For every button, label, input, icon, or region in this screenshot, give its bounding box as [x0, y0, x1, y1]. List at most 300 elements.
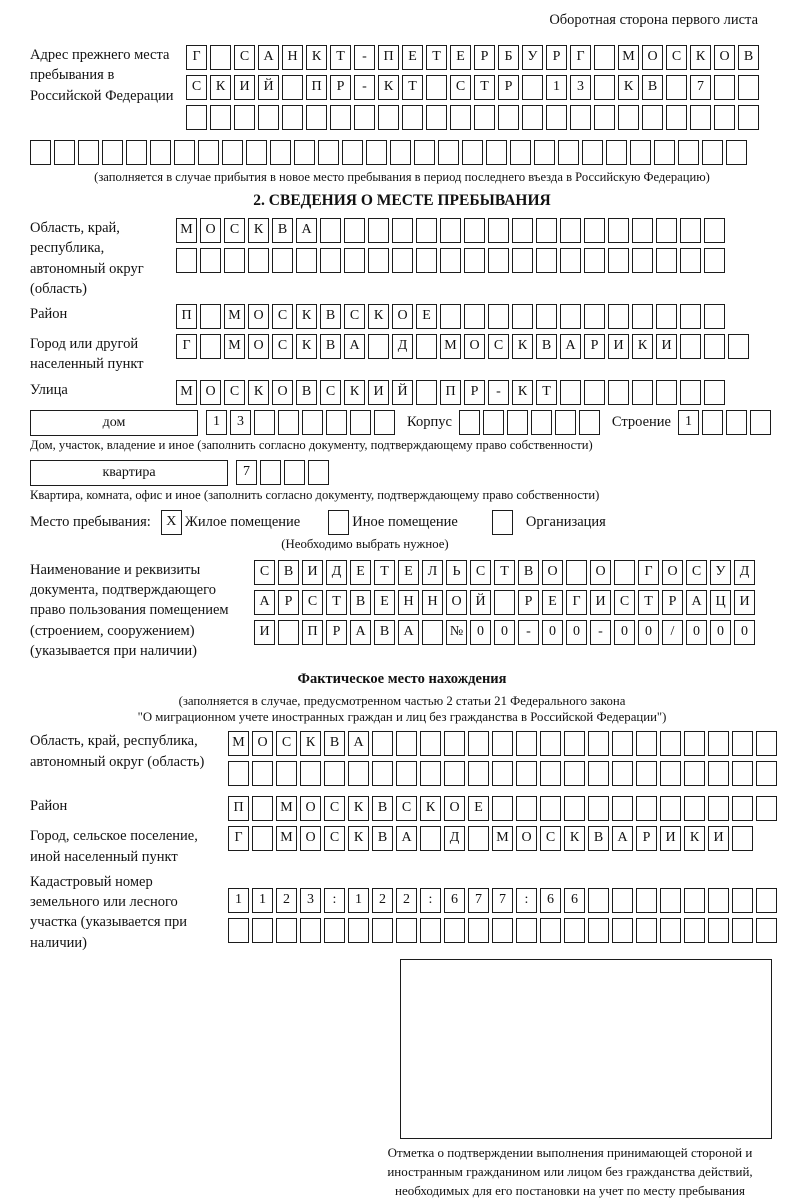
char-cell[interactable]: М	[224, 334, 245, 359]
char-cell[interactable]: С	[302, 590, 323, 615]
char-cell[interactable]: С	[450, 75, 471, 100]
char-cell[interactable]: -	[488, 380, 509, 405]
char-cell[interactable]: В	[588, 826, 609, 851]
char-cell[interactable]	[368, 334, 389, 359]
char-cell[interactable]: Е	[398, 560, 419, 585]
char-cell[interactable]	[555, 410, 576, 435]
char-cell[interactable]	[656, 304, 677, 329]
char-cell[interactable]: Й	[392, 380, 413, 405]
char-cell[interactable]: И	[368, 380, 389, 405]
char-cell[interactable]	[756, 761, 777, 786]
char-cell[interactable]	[252, 918, 273, 943]
char-cell[interactable]	[714, 105, 735, 130]
char-cell[interactable]: 0	[542, 620, 563, 645]
char-cell[interactable]	[248, 248, 269, 273]
char-cell[interactable]: 0	[614, 620, 635, 645]
char-cell[interactable]	[320, 218, 341, 243]
char-cell[interactable]: Т	[374, 560, 395, 585]
char-cell[interactable]: О	[300, 826, 321, 851]
char-cell[interactable]	[330, 105, 351, 130]
char-cell[interactable]	[666, 105, 687, 130]
char-cell[interactable]	[588, 796, 609, 821]
char-cell[interactable]	[702, 410, 723, 435]
char-cell[interactable]	[282, 105, 303, 130]
char-cell[interactable]	[344, 248, 365, 273]
char-cell[interactable]	[558, 140, 579, 165]
char-cell[interactable]: Р	[636, 826, 657, 851]
char-cell[interactable]	[588, 918, 609, 943]
char-cell[interactable]	[278, 410, 299, 435]
char-cell[interactable]	[258, 105, 279, 130]
char-cell[interactable]	[444, 731, 465, 756]
char-cell[interactable]: Е	[542, 590, 563, 615]
char-cell[interactable]: О	[662, 560, 683, 585]
char-cell[interactable]	[276, 918, 297, 943]
char-cell[interactable]: К	[512, 334, 533, 359]
char-cell[interactable]: В	[738, 45, 759, 70]
char-cell[interactable]: К	[296, 304, 317, 329]
char-cell[interactable]	[402, 105, 423, 130]
char-cell[interactable]: С	[686, 560, 707, 585]
char-cell[interactable]	[684, 888, 705, 913]
char-cell[interactable]	[324, 918, 345, 943]
char-cell[interactable]: 3	[300, 888, 321, 913]
char-cell[interactable]: С	[272, 334, 293, 359]
char-cell[interactable]	[704, 304, 725, 329]
char-cell[interactable]	[732, 888, 753, 913]
char-cell[interactable]: С	[272, 304, 293, 329]
char-cell[interactable]	[126, 140, 147, 165]
char-cell[interactable]	[416, 334, 437, 359]
char-cell[interactable]: Н	[398, 590, 419, 615]
char-cell[interactable]: Ь	[446, 560, 467, 585]
char-cell[interactable]	[492, 761, 513, 786]
char-cell[interactable]	[579, 410, 600, 435]
char-cell[interactable]	[392, 248, 413, 273]
char-cell[interactable]: С	[320, 380, 341, 405]
char-cell[interactable]	[492, 796, 513, 821]
checkbox-organization[interactable]	[492, 510, 516, 535]
char-cell[interactable]: Т	[536, 380, 557, 405]
char-cell[interactable]: О	[272, 380, 293, 405]
char-cell[interactable]	[308, 460, 329, 485]
char-cell[interactable]	[422, 620, 443, 645]
char-cell[interactable]: О	[248, 304, 269, 329]
char-cell[interactable]: 3	[230, 410, 251, 435]
char-cell[interactable]: А	[560, 334, 581, 359]
char-cell[interactable]: У	[522, 45, 543, 70]
char-cell[interactable]	[440, 304, 461, 329]
char-cell[interactable]: В	[324, 731, 345, 756]
char-cell[interactable]	[750, 410, 771, 435]
char-cell[interactable]	[680, 248, 701, 273]
char-cell[interactable]: С	[470, 560, 491, 585]
char-cell[interactable]	[390, 140, 411, 165]
char-cell[interactable]: В	[372, 826, 393, 851]
char-cell[interactable]: 3	[570, 75, 591, 100]
char-cell[interactable]: О	[300, 796, 321, 821]
char-cell[interactable]	[684, 796, 705, 821]
char-cell[interactable]	[426, 105, 447, 130]
char-cell[interactable]: -	[518, 620, 539, 645]
char-cell[interactable]: Н	[282, 45, 303, 70]
char-cell[interactable]	[414, 140, 435, 165]
char-cell[interactable]	[564, 761, 585, 786]
char-cell[interactable]	[150, 140, 171, 165]
char-cell[interactable]: Д	[326, 560, 347, 585]
char-cell[interactable]: В	[642, 75, 663, 100]
char-cell[interactable]: Р	[662, 590, 683, 615]
char-cell[interactable]	[678, 140, 699, 165]
char-cell[interactable]: О	[392, 304, 413, 329]
char-cell[interactable]	[656, 218, 677, 243]
char-cell[interactable]	[468, 826, 489, 851]
char-cell[interactable]	[282, 75, 303, 100]
char-cell[interactable]: О	[248, 334, 269, 359]
char-cell[interactable]: Р	[326, 620, 347, 645]
char-cell[interactable]: С	[324, 826, 345, 851]
char-cell[interactable]	[564, 731, 585, 756]
char-cell[interactable]: 7	[492, 888, 513, 913]
char-cell[interactable]	[732, 761, 753, 786]
char-cell[interactable]: Г	[638, 560, 659, 585]
char-cell[interactable]: 0	[470, 620, 491, 645]
char-cell[interactable]	[444, 761, 465, 786]
char-cell[interactable]: И	[734, 590, 755, 615]
char-cell[interactable]	[344, 218, 365, 243]
char-cell[interactable]	[498, 105, 519, 130]
char-cell[interactable]	[396, 761, 417, 786]
char-cell[interactable]	[564, 796, 585, 821]
char-cell[interactable]	[276, 761, 297, 786]
char-cell[interactable]	[738, 105, 759, 130]
char-cell[interactable]	[474, 105, 495, 130]
char-cell[interactable]	[608, 218, 629, 243]
char-cell[interactable]	[642, 105, 663, 130]
char-cell[interactable]	[702, 140, 723, 165]
char-cell[interactable]: Д	[444, 826, 465, 851]
char-cell[interactable]: Т	[426, 45, 447, 70]
char-cell[interactable]: 1	[678, 410, 699, 435]
char-cell[interactable]: 2	[372, 888, 393, 913]
char-cell[interactable]	[372, 731, 393, 756]
char-cell[interactable]	[260, 460, 281, 485]
char-cell[interactable]	[492, 918, 513, 943]
char-cell[interactable]	[704, 334, 725, 359]
char-cell[interactable]: А	[398, 620, 419, 645]
char-cell[interactable]	[680, 218, 701, 243]
char-cell[interactable]	[608, 248, 629, 273]
char-cell[interactable]	[560, 380, 581, 405]
char-cell[interactable]: М	[228, 731, 249, 756]
char-cell[interactable]	[234, 105, 255, 130]
char-cell[interactable]: 6	[540, 888, 561, 913]
char-cell[interactable]: 2	[276, 888, 297, 913]
char-cell[interactable]: 0	[686, 620, 707, 645]
char-cell[interactable]: П	[440, 380, 461, 405]
char-cell[interactable]	[420, 826, 441, 851]
char-cell[interactable]	[300, 761, 321, 786]
char-cell[interactable]: Р	[330, 75, 351, 100]
char-cell[interactable]	[252, 826, 273, 851]
char-cell[interactable]	[483, 410, 504, 435]
char-cell[interactable]: Л	[422, 560, 443, 585]
char-cell[interactable]: К	[344, 380, 365, 405]
char-cell[interactable]	[614, 560, 635, 585]
char-cell[interactable]: С	[488, 334, 509, 359]
char-cell[interactable]	[464, 218, 485, 243]
char-cell[interactable]: М	[224, 304, 245, 329]
char-cell[interactable]: И	[590, 590, 611, 615]
char-cell[interactable]	[612, 918, 633, 943]
char-cell[interactable]: К	[248, 380, 269, 405]
char-cell[interactable]: 0	[710, 620, 731, 645]
char-cell[interactable]	[540, 761, 561, 786]
char-cell[interactable]: П	[302, 620, 323, 645]
char-cell[interactable]	[680, 380, 701, 405]
char-cell[interactable]	[684, 918, 705, 943]
char-cell[interactable]: Г	[228, 826, 249, 851]
char-cell[interactable]: М	[440, 334, 461, 359]
char-cell[interactable]	[606, 140, 627, 165]
char-cell[interactable]	[570, 105, 591, 130]
char-cell[interactable]: О	[200, 218, 221, 243]
char-cell[interactable]: И	[708, 826, 729, 851]
char-cell[interactable]: Е	[350, 560, 371, 585]
char-cell[interactable]: В	[372, 796, 393, 821]
char-cell[interactable]	[654, 140, 675, 165]
char-cell[interactable]: О	[590, 560, 611, 585]
char-cell[interactable]	[300, 918, 321, 943]
char-cell[interactable]	[246, 140, 267, 165]
char-cell[interactable]: Т	[474, 75, 495, 100]
char-cell[interactable]: И	[254, 620, 275, 645]
char-cell[interactable]	[560, 304, 581, 329]
char-cell[interactable]	[102, 140, 123, 165]
char-cell[interactable]	[507, 410, 528, 435]
char-cell[interactable]: С	[224, 218, 245, 243]
char-cell[interactable]	[516, 731, 537, 756]
char-cell[interactable]	[708, 761, 729, 786]
char-cell[interactable]	[636, 761, 657, 786]
char-cell[interactable]: А	[258, 45, 279, 70]
char-cell[interactable]: Т	[326, 590, 347, 615]
char-cell[interactable]: 1	[546, 75, 567, 100]
char-cell[interactable]	[224, 248, 245, 273]
char-cell[interactable]	[222, 140, 243, 165]
char-cell[interactable]: С	[324, 796, 345, 821]
char-cell[interactable]: 2	[396, 888, 417, 913]
char-cell[interactable]: О	[444, 796, 465, 821]
char-cell[interactable]	[540, 796, 561, 821]
char-cell[interactable]	[728, 334, 749, 359]
char-cell[interactable]	[516, 761, 537, 786]
char-cell[interactable]: 0	[734, 620, 755, 645]
char-cell[interactable]	[444, 918, 465, 943]
char-cell[interactable]: М	[176, 218, 197, 243]
char-cell[interactable]: А	[254, 590, 275, 615]
char-cell[interactable]	[560, 248, 581, 273]
char-cell[interactable]	[326, 410, 347, 435]
char-cell[interactable]	[512, 218, 533, 243]
char-cell[interactable]: А	[396, 826, 417, 851]
char-cell[interactable]	[564, 918, 585, 943]
char-cell[interactable]: В	[320, 334, 341, 359]
char-cell[interactable]	[732, 826, 753, 851]
char-cell[interactable]	[294, 140, 315, 165]
char-cell[interactable]	[494, 590, 515, 615]
char-cell[interactable]: К	[296, 334, 317, 359]
char-cell[interactable]: А	[612, 826, 633, 851]
char-cell[interactable]: /	[662, 620, 683, 645]
char-cell[interactable]: С	[614, 590, 635, 615]
char-cell[interactable]: О	[642, 45, 663, 70]
char-cell[interactable]	[468, 731, 489, 756]
char-cell[interactable]: В	[278, 560, 299, 585]
char-cell[interactable]	[714, 75, 735, 100]
char-cell[interactable]	[656, 380, 677, 405]
char-cell[interactable]: Р	[498, 75, 519, 100]
char-cell[interactable]	[416, 248, 437, 273]
char-cell[interactable]	[486, 140, 507, 165]
char-cell[interactable]	[468, 761, 489, 786]
char-cell[interactable]: Р	[464, 380, 485, 405]
char-cell[interactable]	[660, 731, 681, 756]
char-cell[interactable]	[732, 796, 753, 821]
char-cell[interactable]	[560, 218, 581, 243]
char-cell[interactable]: А	[686, 590, 707, 615]
char-cell[interactable]: О	[446, 590, 467, 615]
char-cell[interactable]: И	[660, 826, 681, 851]
char-cell[interactable]: И	[608, 334, 629, 359]
char-cell[interactable]	[522, 75, 543, 100]
char-cell[interactable]: К	[348, 796, 369, 821]
char-cell[interactable]: У	[710, 560, 731, 585]
char-cell[interactable]	[656, 248, 677, 273]
char-cell[interactable]	[636, 796, 657, 821]
char-cell[interactable]	[534, 140, 555, 165]
char-cell[interactable]	[584, 248, 605, 273]
char-cell[interactable]: П	[228, 796, 249, 821]
char-cell[interactable]	[368, 218, 389, 243]
char-cell[interactable]	[416, 218, 437, 243]
char-cell[interactable]: Р	[546, 45, 567, 70]
char-cell[interactable]	[708, 796, 729, 821]
char-cell[interactable]: И	[302, 560, 323, 585]
char-cell[interactable]	[252, 761, 273, 786]
char-cell[interactable]	[176, 248, 197, 273]
char-cell[interactable]: 0	[638, 620, 659, 645]
char-cell[interactable]: К	[368, 304, 389, 329]
char-cell[interactable]	[492, 731, 513, 756]
char-cell[interactable]	[488, 248, 509, 273]
char-cell[interactable]	[632, 380, 653, 405]
char-cell[interactable]	[372, 918, 393, 943]
char-cell[interactable]: К	[618, 75, 639, 100]
char-cell[interactable]	[566, 560, 587, 585]
char-cell[interactable]: Й	[470, 590, 491, 615]
char-cell[interactable]: О	[200, 380, 221, 405]
char-cell[interactable]	[438, 140, 459, 165]
char-cell[interactable]: В	[296, 380, 317, 405]
char-cell[interactable]	[296, 248, 317, 273]
char-cell[interactable]: К	[378, 75, 399, 100]
char-cell[interactable]	[584, 218, 605, 243]
char-cell[interactable]	[708, 731, 729, 756]
char-cell[interactable]	[420, 731, 441, 756]
char-cell[interactable]: С	[186, 75, 207, 100]
char-cell[interactable]: :	[516, 888, 537, 913]
char-cell[interactable]: Е	[402, 45, 423, 70]
char-cell[interactable]: О	[542, 560, 563, 585]
char-cell[interactable]: В	[374, 620, 395, 645]
char-cell[interactable]: 6	[444, 888, 465, 913]
char-cell[interactable]	[632, 304, 653, 329]
char-cell[interactable]	[328, 510, 349, 535]
char-cell[interactable]	[704, 218, 725, 243]
char-cell[interactable]	[200, 304, 221, 329]
char-cell[interactable]	[186, 105, 207, 130]
char-cell[interactable]	[660, 888, 681, 913]
char-cell[interactable]: К	[306, 45, 327, 70]
char-cell[interactable]	[468, 918, 489, 943]
char-cell[interactable]	[198, 140, 219, 165]
char-cell[interactable]	[704, 248, 725, 273]
char-cell[interactable]: Г	[176, 334, 197, 359]
char-cell[interactable]	[612, 888, 633, 913]
char-cell[interactable]: И	[656, 334, 677, 359]
char-cell[interactable]	[200, 334, 221, 359]
char-cell[interactable]	[396, 731, 417, 756]
char-cell[interactable]	[420, 918, 441, 943]
char-cell[interactable]: Г	[186, 45, 207, 70]
char-cell[interactable]	[612, 761, 633, 786]
checkbox-other-premises[interactable]	[328, 510, 352, 535]
char-cell[interactable]: С	[540, 826, 561, 851]
char-cell[interactable]: К	[690, 45, 711, 70]
char-cell[interactable]: К	[210, 75, 231, 100]
char-cell[interactable]	[320, 248, 341, 273]
char-cell[interactable]	[516, 918, 537, 943]
char-cell[interactable]: Т	[402, 75, 423, 100]
char-cell[interactable]: А	[348, 731, 369, 756]
char-cell[interactable]: С	[224, 380, 245, 405]
char-cell[interactable]	[464, 304, 485, 329]
char-cell[interactable]	[228, 761, 249, 786]
char-cell[interactable]: :	[420, 888, 441, 913]
char-cell[interactable]	[536, 248, 557, 273]
char-cell[interactable]: С	[254, 560, 275, 585]
char-cell[interactable]	[492, 510, 513, 535]
char-cell[interactable]	[636, 918, 657, 943]
char-cell[interactable]	[302, 410, 323, 435]
char-cell[interactable]	[612, 796, 633, 821]
char-cell[interactable]	[396, 918, 417, 943]
char-cell[interactable]	[228, 918, 249, 943]
char-cell[interactable]	[426, 75, 447, 100]
char-cell[interactable]	[690, 105, 711, 130]
char-cell[interactable]	[252, 796, 273, 821]
char-cell[interactable]: К	[300, 731, 321, 756]
char-cell[interactable]: С	[666, 45, 687, 70]
char-cell[interactable]: Й	[258, 75, 279, 100]
char-cell[interactable]	[342, 140, 363, 165]
char-cell[interactable]: Б	[498, 45, 519, 70]
char-cell[interactable]: 0	[494, 620, 515, 645]
char-cell[interactable]	[594, 75, 615, 100]
char-cell[interactable]	[270, 140, 291, 165]
char-cell[interactable]: Р	[584, 334, 605, 359]
